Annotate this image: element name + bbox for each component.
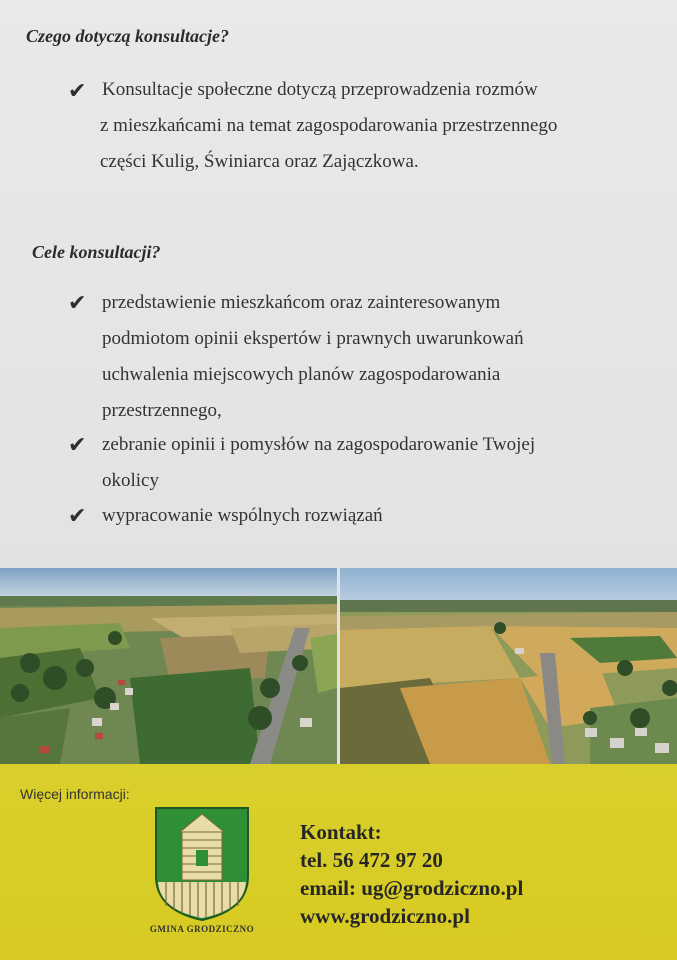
more-info-label: Więcej informacji: bbox=[20, 786, 130, 802]
aerial-photo-left bbox=[0, 568, 337, 764]
goal-item-1 bbox=[102, 285, 524, 429]
contact-email: email: ug@grodziczno.pl bbox=[300, 876, 524, 900]
text-line: z mieszkańcami na temat zagospodarowania przestrzennego bbox=[100, 115, 558, 136]
contact-website: www.grodziczno.pl bbox=[300, 904, 470, 928]
text-line: okolicy bbox=[102, 470, 159, 491]
text-line: wypracowanie wspólnych rozwiązań bbox=[102, 505, 383, 526]
text-line: zebranie opinii i pomysłów na zagospodarowanie Twojej bbox=[102, 434, 536, 455]
goal-item-3 bbox=[102, 498, 383, 534]
aerial-photo-right bbox=[340, 568, 677, 764]
checkmark-icon: ✔ bbox=[68, 432, 87, 457]
text-line: przestrzennego, bbox=[102, 400, 222, 421]
text-line: przedstawienie mieszkańcom oraz zainteresowanym bbox=[102, 292, 501, 313]
text-line: uchwalenia miejscowych planów zagospodarowania bbox=[102, 364, 501, 385]
contact-heading: Kontakt: bbox=[300, 820, 382, 844]
topic-paragraph bbox=[102, 72, 557, 180]
gmina-crest-icon bbox=[154, 806, 250, 927]
contact-phone: tel. 56 472 97 20 bbox=[300, 848, 443, 872]
contact-footer bbox=[0, 764, 677, 960]
section-heading-goals: Cele konsultacji? bbox=[32, 242, 161, 262]
crest-caption: GMINA GRODZICZNO bbox=[149, 924, 255, 934]
section-heading-topic: Czego dotyczą konsultacje? bbox=[26, 26, 229, 46]
text-line: Konsultacje społeczne dotyczą przeprowadzenia rozmów bbox=[102, 79, 538, 100]
checkmark-icon: ✔ bbox=[68, 503, 87, 528]
text-line: podmiotom opinii ekspertów i prawnych uwarunkowań bbox=[102, 328, 524, 349]
checkmark-icon: ✔ bbox=[68, 290, 87, 315]
aerial-photos bbox=[0, 568, 677, 764]
checkmark-icon: ✔ bbox=[68, 78, 87, 103]
goal-item-2 bbox=[102, 427, 535, 499]
text-line: części Kulig, Świniarca oraz Zajączkowa. bbox=[100, 151, 419, 172]
